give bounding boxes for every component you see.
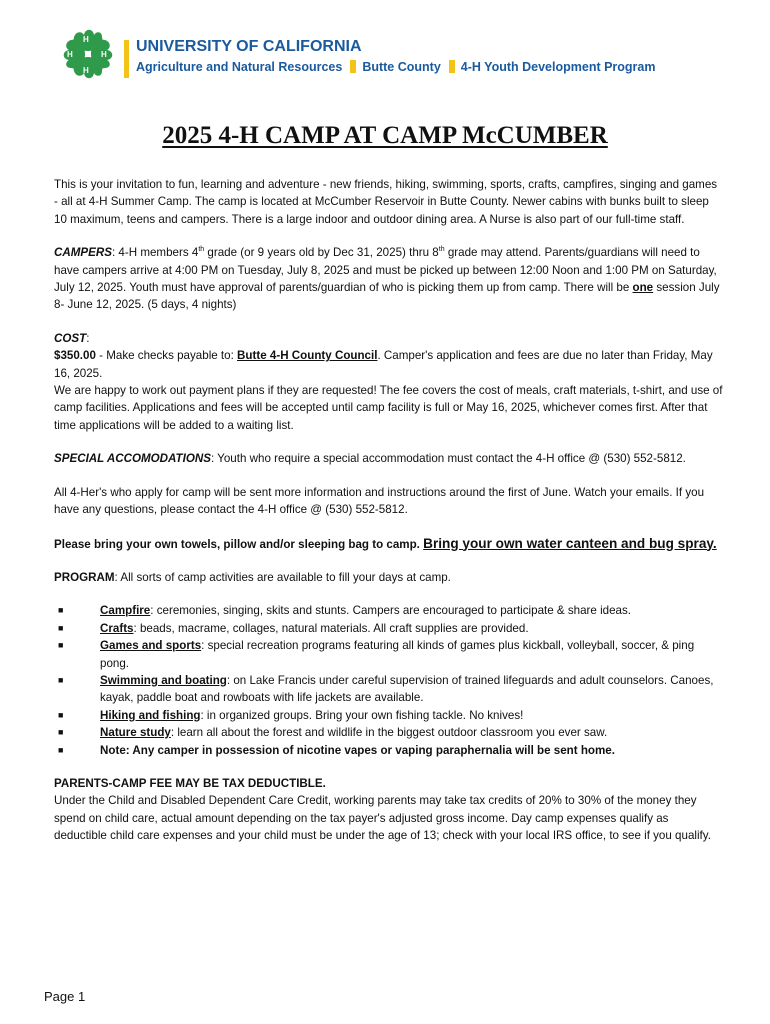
campers-paragraph [54, 244, 724, 314]
campers-text: grade (or 9 years old by Dec 31, 2025) thru 8 [204, 246, 439, 260]
cost-text: - Make checks payable to: [95, 349, 238, 363]
activity-name: Campfire [100, 604, 151, 618]
activity-text: : learn all about the forest and wildlife in the biggest outdoor classroom you ever saw. [170, 726, 608, 740]
activity-name: Games and sports [100, 639, 202, 653]
superscript: th [198, 246, 205, 254]
program-label: PROGRAM [54, 570, 115, 584]
bring-emphasis: Bring your own water canteen and bug spray. [423, 535, 717, 551]
cost-colon: : [86, 331, 90, 345]
cost-amount: $350.00 [54, 349, 96, 363]
superscript: th [438, 246, 445, 254]
campers-text: session July 8- June 12, 2025. (5 days, 4 nights) [54, 281, 720, 312]
bullet-icon: ■ [58, 622, 64, 633]
cost-label: COST [54, 331, 87, 345]
svg-text:H: H [101, 50, 107, 59]
list-item [54, 602, 724, 619]
cost-paragraph [54, 330, 724, 434]
activity-name: Crafts [100, 621, 134, 635]
activity-text: : in organized groups. Bring your own fishing tackle. No knives! [200, 708, 524, 722]
special-paragraph [54, 450, 724, 467]
program-text: : All sorts of camp activities are available to fill your days at camp. [114, 570, 451, 584]
letterhead [58, 24, 738, 86]
gold-rule [124, 40, 129, 78]
program-name: 4-H Youth Development Program [460, 60, 656, 74]
bring-text: Please bring your own towels, pillow and/or sleeping bag to camp. [54, 537, 424, 551]
tax-text: Under the Child and Disabled Dependent Care Credit, working parents may take tax credits of 20% to 30% of the money they spend on child care, actual amount depending on the tax payer's adjusted gross income. Day camp expenses qualify as deductible child care expenses and your child must be under the age of 13; check with your local IRS office, to see if you qualify. [54, 794, 711, 843]
info-paragraph: All 4-Her's who apply for camp will be sent more information and instructions around the first of June. Watch your emails. If you have any questions, please contact the 4-H office @ (530) 552-5812. [54, 485, 705, 517]
document-body [54, 176, 724, 845]
activity-name: Nature study [100, 726, 171, 740]
unit-name: Agriculture and Natural Resources [136, 60, 343, 74]
separator [350, 60, 356, 73]
list-item [54, 637, 724, 672]
page-number: Page 1 [44, 989, 86, 1004]
activity-list [54, 602, 724, 759]
bullet-icon: ■ [58, 709, 64, 720]
list-item [54, 742, 724, 759]
bullet-icon: ■ [58, 640, 64, 651]
county-name: Butte County [362, 60, 441, 74]
one-emphasis: one [632, 281, 654, 295]
activity-text: : ceremonies, singing, skits and stunts. Campers are encouraged to participate & share ideas. [150, 604, 632, 618]
bullet-icon: ■ [58, 605, 64, 616]
payment-plan-text: We are happy to work out payment plans if they are requested! The fee covers the cost of meals, craft materials, t-shirt, and use of camp facilities. Applications and fees will be accepted until camp facility is full or May 16, 2025, whichever comes first. After that time applications will be added to a waiting list. [54, 384, 723, 432]
list-item [54, 620, 724, 637]
campers-text: : 4-H members 4 [111, 246, 199, 260]
activity-name: Swimming and boating [100, 673, 227, 687]
program-paragraph [54, 569, 724, 586]
activity-text: : beads, macrame, collages, natural materials. All craft supplies are provided. [133, 621, 529, 635]
activity-text: : special recreation programs featuring all kinds of games plus kickball, volleyball, soccer, & ping pong. [100, 639, 695, 670]
activity-text: : on Lake Francis under careful supervision of trained lifeguards and adult counselors. Canoes, kayak, paddle boat and rowboats with life jackets are available. [100, 673, 714, 705]
list-item [54, 672, 724, 707]
bullet-icon: ■ [58, 744, 64, 755]
bullet-icon: ■ [58, 674, 64, 685]
vape-note: Note: Any camper in possession of nicotine vapes or vaping paraphernalia will be sent home. [100, 743, 615, 757]
4-h-clover-icon [58, 24, 118, 84]
cost-text: . Camper's application and fees are due no later than Friday, May 16, 2025. [54, 349, 713, 380]
campers-text: grade may attend. Parents/guardians will need to have campers arrive at 4:00 PM on Tuesday, July 8, 2025 and must be picked up between 12:00 Noon and 1:00 PM on Saturday, July 12, 2025. Youth must have approval of parents/guardian of who is picking them up from camp. There will be [54, 246, 717, 295]
svg-text:H: H [67, 50, 73, 59]
payee-name: Butte 4-H County Council [237, 349, 378, 363]
org-subtitle [136, 60, 656, 74]
org-name: UNIVERSITY OF CALIFORNIA [136, 38, 362, 55]
list-item [54, 707, 724, 724]
separator [449, 60, 455, 73]
list-item [54, 724, 724, 741]
tax-heading: PARENTS-CAMP FEE MAY BE TAX DEDUCTIBLE. [54, 776, 326, 790]
special-label: SPECIAL ACCOMODATIONS [54, 452, 211, 466]
svg-text:H: H [83, 66, 89, 75]
svg-text:H: H [83, 35, 89, 44]
bullet-icon: ■ [58, 727, 64, 738]
campers-label: CAMPERS [54, 246, 112, 260]
bring-notice [54, 535, 724, 553]
activity-name: Hiking and fishing [100, 708, 201, 722]
page-title: 2025 4-H CAMP AT CAMP McCUMBER [162, 122, 608, 149]
tax-section [54, 775, 724, 845]
intro-paragraph: This is your invitation to fun, learning and adventure - new friends, hiking, swimming, sports, crafts, campfires, singing and games - all at 4-H Summer Camp. The camp is located at McCumber Reservoir in Butte County. Newer cabins with bunks built to sleep 10 maximum, teens and campers. There is a large indoor and outdoor dining area. A Nurse is also part of our full-time staff. [54, 178, 718, 226]
special-text: : Youth who require a special accommodation must contact the 4-H office @ (530) 552-5812. [210, 452, 686, 466]
